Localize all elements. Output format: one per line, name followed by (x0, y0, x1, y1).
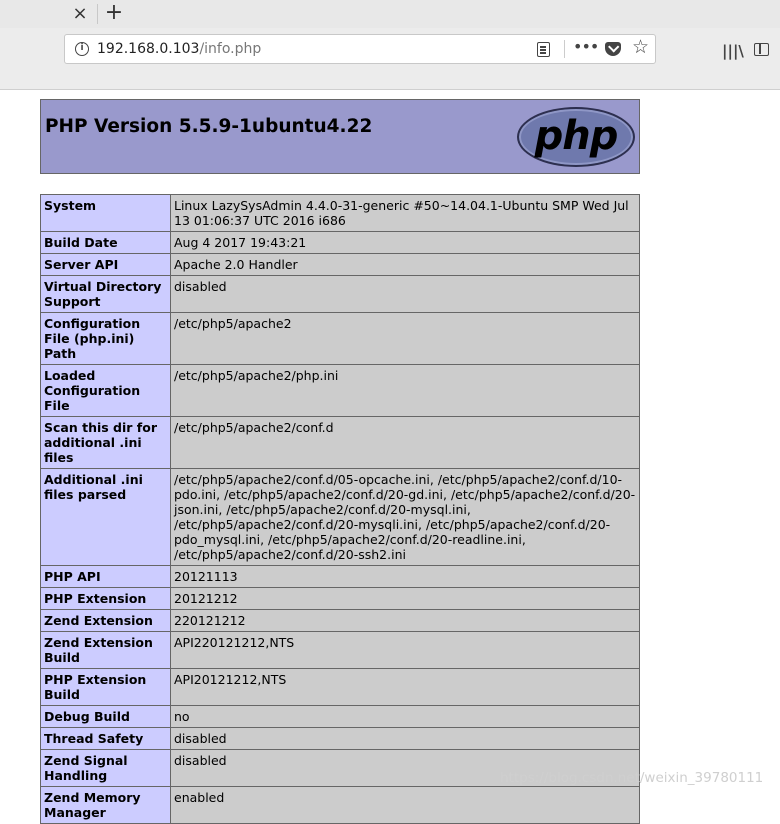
row-label: Scan this dir for additional .ini files (41, 417, 171, 469)
row-value: disabled (171, 750, 640, 787)
row-value: API220121212,NTS (171, 632, 640, 669)
table-row (41, 669, 640, 706)
library-icon[interactable]: |||\ (722, 42, 744, 60)
bookmark-star-icon[interactable]: ☆ (632, 36, 650, 58)
page-title: PHP Version 5.5.9-1ubuntu4.22 (45, 116, 373, 137)
row-label: System (41, 195, 171, 232)
table-row (41, 276, 640, 313)
row-label: Zend Memory Manager (41, 787, 171, 824)
url-path: /info.php (199, 41, 262, 57)
table-row (41, 588, 640, 610)
table-row (41, 195, 640, 232)
reader-view-icon[interactable] (537, 42, 550, 57)
nav-bar (0, 28, 780, 90)
page-content (0, 90, 780, 820)
row-label: Configuration File (php.ini) Path (41, 313, 171, 365)
table-row (41, 787, 640, 824)
table-row (41, 610, 640, 632)
tab-bar (0, 0, 780, 28)
row-value: /etc/php5/apache2/conf.d/05-opcache.ini, /etc/php5/apache2/conf.d/10-pdo.ini, /etc/php5/apache2/conf.d/20-gd.ini, /etc/php5/apache2/conf.d/20-json.ini, /etc/php5/apache2/conf.d/20-mysql.ini, /etc/php5/apache2/conf.d/20-mysqli.ini, /etc/php5/apache2/conf.d/20-pdo_mysql.ini, /etc/php5/apache2/conf.d/20-readline.ini, /etc/php5/apache2/conf.d/20-ssh2.ini (171, 469, 640, 566)
tab-divider (97, 4, 98, 24)
row-value: API20121212,NTS (171, 669, 640, 706)
row-label: Zend Signal Handling (41, 750, 171, 787)
table-row (41, 706, 640, 728)
row-value: /etc/php5/apache2/conf.d (171, 417, 640, 469)
page-actions-icon[interactable]: ••• (573, 37, 599, 56)
row-value: enabled (171, 787, 640, 824)
row-label: Loaded Configuration File (41, 365, 171, 417)
watermark: https://blog.csdn.net/weixin_39780111 (500, 770, 764, 786)
table-row (41, 728, 640, 750)
row-value: no (171, 706, 640, 728)
php-logo-text: php (534, 113, 618, 159)
row-label: PHP API (41, 566, 171, 588)
row-value: 20121113 (171, 566, 640, 588)
row-label: Zend Extension Build (41, 632, 171, 669)
row-label: Server API (41, 254, 171, 276)
row-label: Thread Safety (41, 728, 171, 750)
row-label: Additional .ini files parsed (41, 469, 171, 566)
site-info-icon[interactable]: i (75, 42, 89, 56)
url-bar[interactable] (64, 34, 656, 64)
row-label: Virtual Directory Support (41, 276, 171, 313)
row-label: PHP Extension (41, 588, 171, 610)
table-row (41, 417, 640, 469)
table-row (41, 313, 640, 365)
row-value: disabled (171, 728, 640, 750)
table-row (41, 232, 640, 254)
info-table (40, 194, 640, 824)
row-value: /etc/php5/apache2/php.ini (171, 365, 640, 417)
new-tab-icon[interactable]: + (104, 0, 124, 25)
table-row (41, 254, 640, 276)
row-value: 20121212 (171, 588, 640, 610)
row-value: /etc/php5/apache2 (171, 313, 640, 365)
row-value: Apache 2.0 Handler (171, 254, 640, 276)
row-value: 220121212 (171, 610, 640, 632)
url-text[interactable] (97, 41, 261, 57)
url-bar-divider (564, 40, 565, 58)
url-host: 192.168.0.103 (97, 41, 200, 57)
row-label: Build Date (41, 232, 171, 254)
table-row (41, 566, 640, 588)
row-label: Debug Build (41, 706, 171, 728)
table-row (41, 469, 640, 566)
php-header (40, 99, 640, 174)
close-tab-icon[interactable]: × (72, 3, 88, 24)
table-row (41, 632, 640, 669)
pocket-icon[interactable] (605, 42, 621, 56)
row-label: PHP Extension Build (41, 669, 171, 706)
row-label: Zend Extension (41, 610, 171, 632)
row-value: disabled (171, 276, 640, 313)
row-value: Aug 4 2017 19:43:21 (171, 232, 640, 254)
php-logo[interactable] (517, 107, 635, 167)
sidebar-icon[interactable] (754, 43, 769, 56)
row-value: Linux LazySysAdmin 4.4.0-31-generic #50~14.04.1-Ubuntu SMP Wed Jul 13 01:06:37 UTC 2016 i686 (171, 195, 640, 232)
table-row (41, 365, 640, 417)
